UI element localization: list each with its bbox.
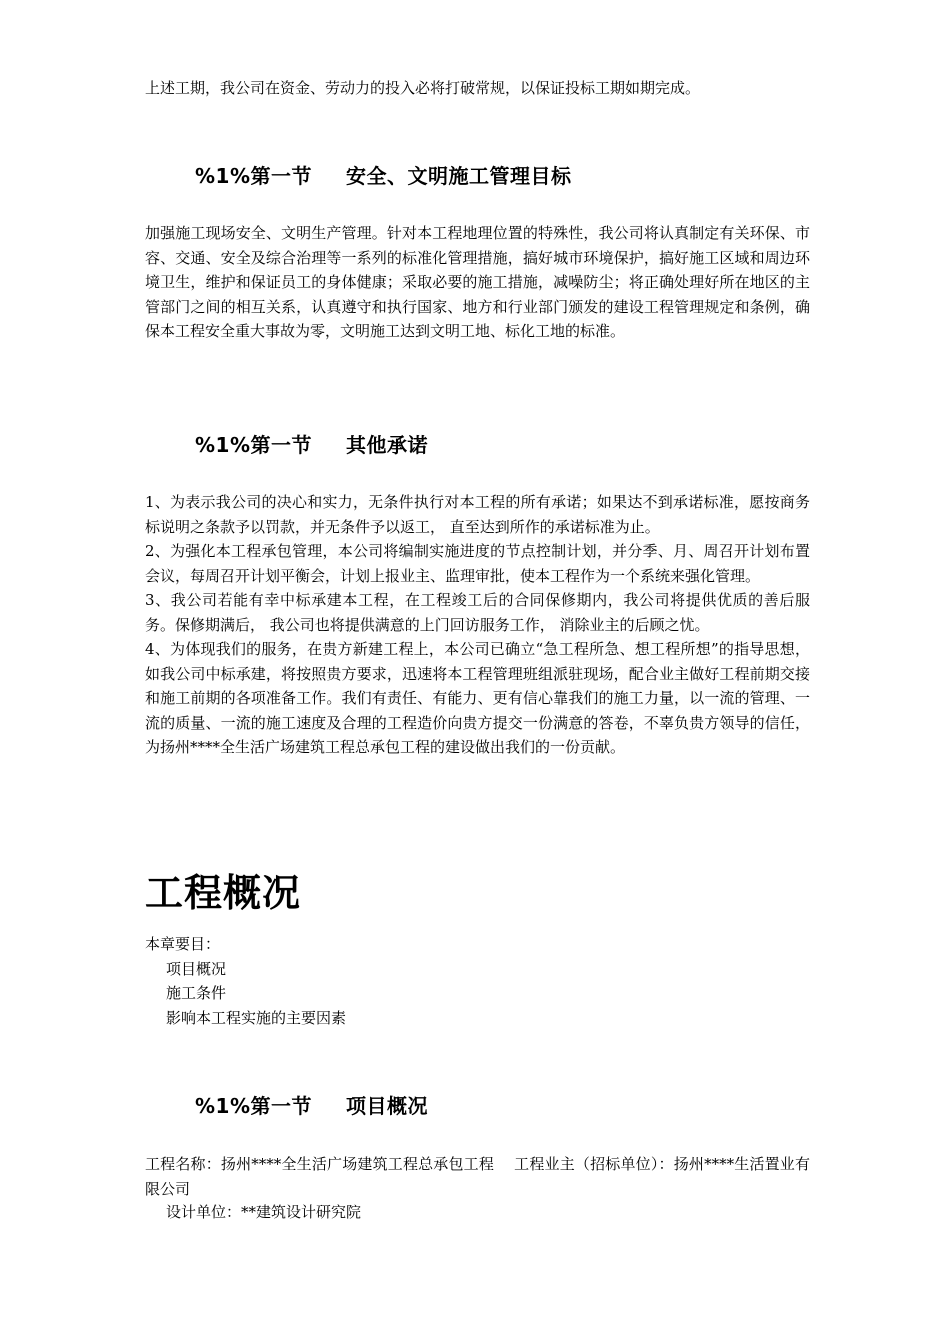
design-unit-line: 设计单位：**建筑设计研究院 [166,1203,362,1221]
section-number: %1%第一节 [195,164,312,188]
section-heading-safety [195,160,572,189]
intro-paragraph: 上述工期，我公司在资金、劳动力的投入必将打破常规，以保证投标工期如期完成。 [145,79,701,97]
chapter-summary-item: 项目概况 [166,960,227,978]
commitment-item-1: 1、为表示我公司的决心和实力，无条件执行对本工程的所有承诺；如果达不到承诺标准，愿按商务标说明之条款予以罚款，并无条件予以返工， 直至达到所作的承诺标准为止。 [145,493,810,536]
chapter-summary-item: 影响本工程实施的主要因素 [166,1009,347,1027]
commitment-item-2: 2、为强化本工程承包管理，本公司将编制实施进度的节点控制计划，并分季、月、周召开计划布置会议，每周召开计划平衡会，计划上报业主、监理审批，使本工程作为一个系统来强化管理。 [145,542,810,585]
section-number: %1%第一节 [195,1094,312,1118]
section-number: %1%第一节 [195,433,312,457]
chapter-title: 工程概况 [145,870,302,915]
commitment-item-3: 3、我公司若能有幸中标承建本工程，在工程竣工后的合同保修期内，我公司将提供优质的善后服务。保修期满后， 我公司也将提供满意的上门回访服务工作， 消除业主的后顾之忧。 [145,591,810,634]
section-heading-other-commitments [195,429,428,458]
commitment-item-4: 4、为体现我们的服务，在贵方新建工程上，本公司已确立“急工程所急、想工程所想”的指导思想，如我公司中标承建，将按照贵方要求，迅速将本工程管理班组派驻现场，配合业主做好工程前期交接和施工前期的各项准备工作。我们有责任、有能力、更有信心靠我们的施工力量，以一流的管理、一流的质量、一流的施工速度及合理的工程造价向贵方提交一份满意的答卷，不辜负贵方领导的信任，为扬州****全生活广场建筑工程总承包工程的建设做出我们的一份贡献。 [145,640,810,756]
safety-paragraph: 加强施工现场安全、文明生产管理。针对本工程地理位置的特殊性，我公司将认真制定有关环保、市容、交通、安全及综合治理等一系列的标准化管理措施，搞好城市环境保护，搞好施工区域和周边环境卫生，维护和保证员工的身体健康；采取必要的施工措施，减噪防尘；将正确处理好所在地区的主管部门之间的相互关系，认真遵守和执行国家、地方和行业部门颁发的建设工程管理规定和条例，确保本工程安全重大事故为零，文明施工达到文明工地、标化工地的标准。 [145,224,810,340]
chapter-summary-item: 施工条件 [166,984,227,1002]
commitment-list [145,490,810,760]
section-heading-project-overview [195,1090,428,1119]
section-title: 项目概况 [346,1094,428,1118]
chapter-summary-label: 本章要目： [145,935,221,953]
section-title: 安全、文明施工管理目标 [346,164,572,188]
section-title: 其他承诺 [346,433,428,457]
project-info-paragraph: 工程名称：扬州****全生活广场建筑工程总承包工程 工程业主（招标单位）：扬州****生活置业有限公司 [145,1155,810,1198]
